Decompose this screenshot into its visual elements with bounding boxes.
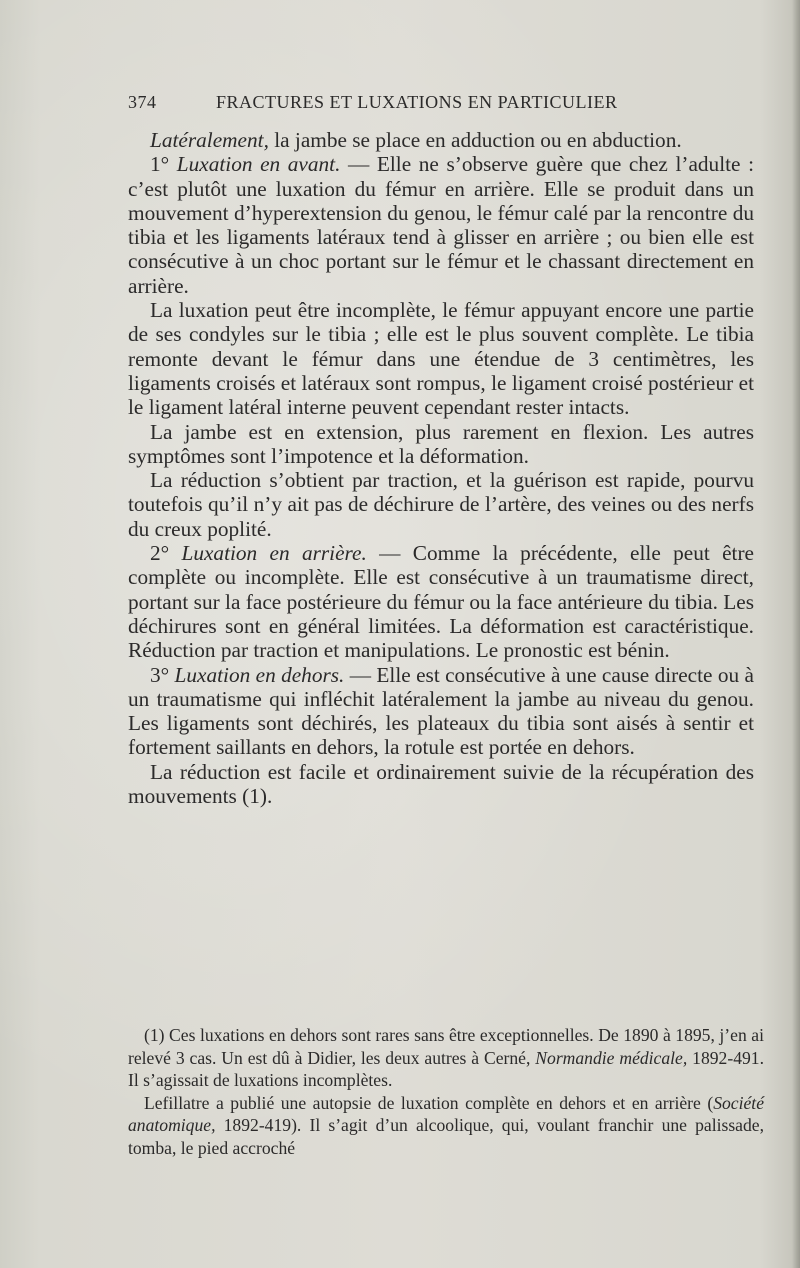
paragraph-recuperation: La réduction est facile et ordinairement suivie de la récupération des mouvements (1).: [128, 759, 754, 809]
section-number: 2°: [150, 541, 182, 566]
paragraph-reduction: La réduction s’obtient par traction, et la guérison est rapide, pourvu toutefois qu’il n’y ait pas de déchirure de l’artère, des veines ou des nerfs du creux poplité.: [128, 468, 754, 541]
footnote-text: 1892-419). Il s’agit d’un alcoolique, qui, voulant franchir une palissade, tomba, le pied accroché: [128, 1115, 764, 1158]
footnote-text: (1) Ces luxations en dehors sont rares sans être exceptionnelles. De 1890 à 1895, j’en ai relevé 3 cas. Un est dû à Didier, les deux autres à Cerné,: [128, 1025, 764, 1068]
footnote-text: 1892-491. Il s’agissait de luxations incomplètes.: [128, 1047, 764, 1090]
paragraph-text: — Comme la précédente, elle peut être complète ou incomplète. Elle est consécutive à un traumatisme direct, portant sur la face postérieure du fémur ou la face antérieure du tibia. Les déchirures sont en général limitées. La déformation est caractéristique. Réduction par traction et manipulations. Le pronostic est bénin.: [128, 541, 754, 663]
footnote-text: Lefillatre a publié une autopsie de luxation complète en dehors et en arrière (: [144, 1092, 714, 1113]
running-head: [128, 92, 688, 116]
section-number: 3°: [150, 662, 175, 687]
paragraph-extension: La jambe est en extension, plus rarement en flexion. Les autres symptômes sont l’impotence et la déformation.: [128, 419, 754, 468]
section-number: 1°: [150, 152, 177, 177]
footnote-citation: Normandie médicale,: [535, 1047, 688, 1068]
page-number: 374: [128, 92, 157, 112]
page-edge-shadow: [792, 0, 800, 1268]
paragraph-lateral: [128, 128, 754, 152]
body-text: [128, 128, 754, 808]
footnotes: [128, 1024, 764, 1159]
section-heading: Luxation en arrière.: [181, 541, 367, 566]
section-heading: Luxation en dehors.: [174, 662, 345, 687]
paragraph-lead-italic: Latéralement,: [150, 128, 269, 152]
paragraph-text: — Elle ne s’observe guère que chez l’adulte : c’est plutôt une luxation du fémur en arrière. Elle se produit dans un mouvement d’hyperextension du genou, le fémur calé par la rencontre du tibia et les ligaments latéraux tend à glisser en arrière ; ou bien elle est consécutive à un choc portant sur le fémur et le chassant directement en arrière.: [128, 152, 754, 298]
paragraph-incomplete: La luxation peut être incomplète, le fémur appuyant encore une partie de ses condyles sur le tibia ; elle est le plus souvent complète. Le tibia remonte devant le fémur dans une étendue de 3 centimètres, les ligaments croisés et latéraux sont rompus, le ligament croisé postérieur et le ligament latéral interne peuvent cependant rester intacts.: [128, 298, 754, 420]
footnote-citation: Société anatomique,: [128, 1092, 764, 1135]
section-heading: Luxation en avant.: [176, 152, 341, 177]
running-title: FRACTURES ET LUXATIONS EN PARTICULIER: [216, 92, 618, 112]
paragraph-luxation-avant: [128, 152, 754, 298]
paragraph-luxation-arriere: [128, 541, 754, 662]
footnote-2: [128, 1092, 764, 1160]
paragraph-text: — Elle est consécutive à une cause directe ou à un traumatisme qui infléchit latéralement la jambe au niveau du genou. Les ligaments sont déchirés, les plateaux du tibia sont aisés à sentir et fortement saillants en dehors, la rotule est portée en dehors.: [128, 662, 754, 760]
footnote-1: [128, 1024, 764, 1092]
paragraph-luxation-dehors: [128, 663, 754, 760]
paragraph-text: la jambe se place en adduction ou en abduction.: [268, 128, 682, 152]
